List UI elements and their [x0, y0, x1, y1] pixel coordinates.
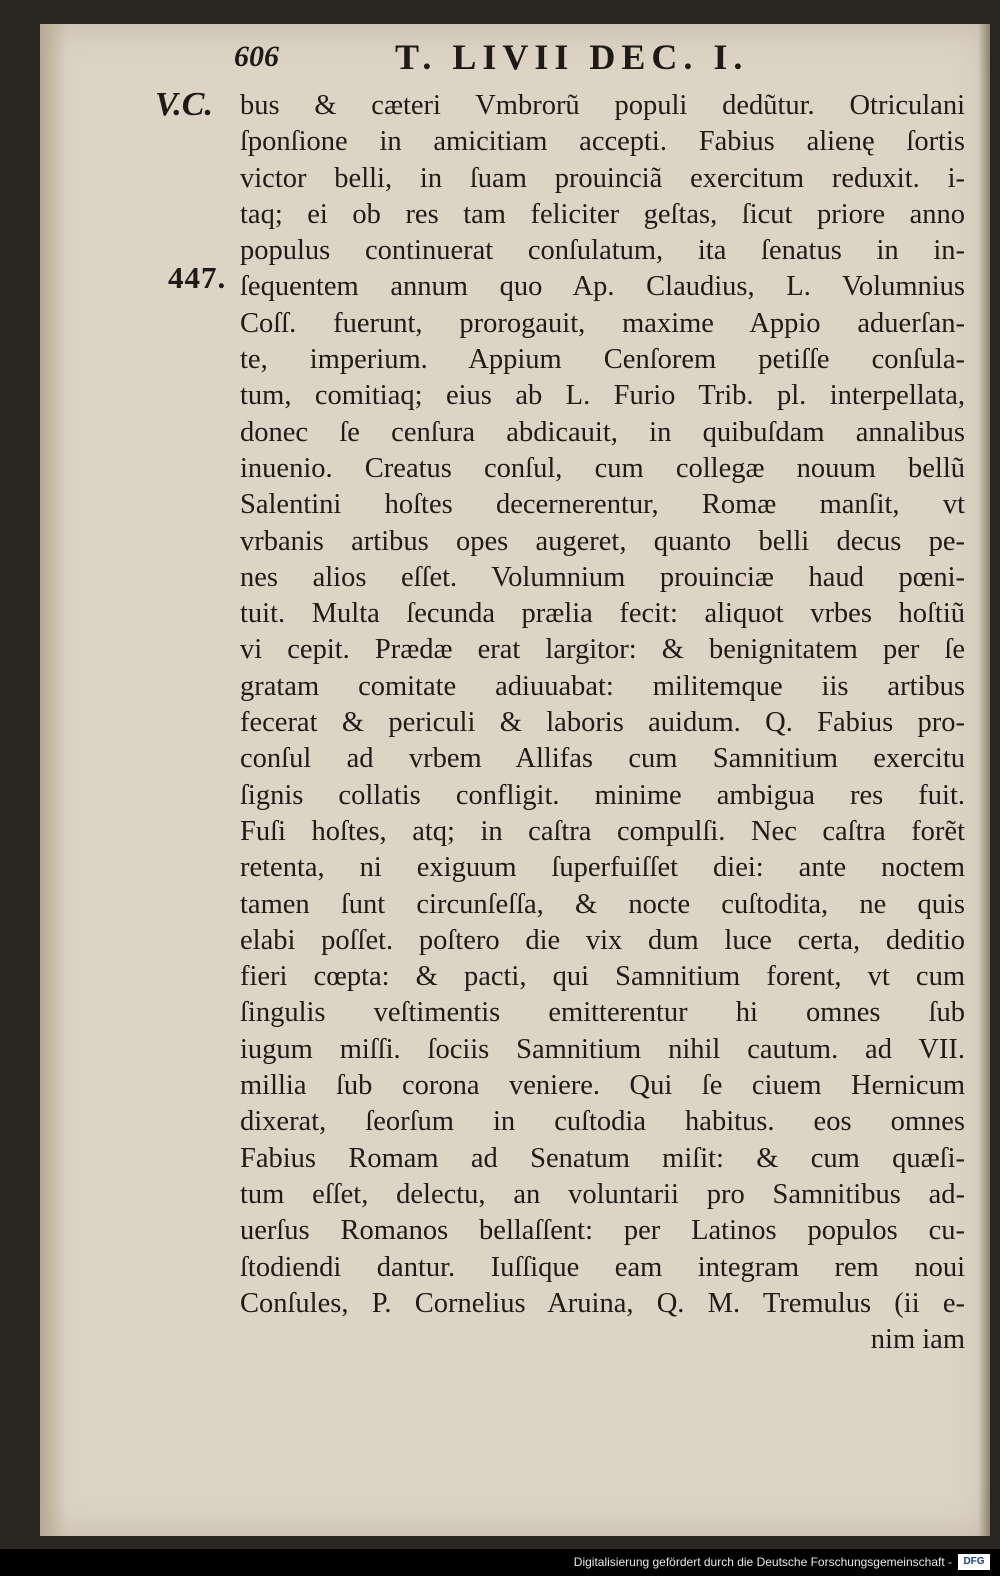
- text-line: donec ſe cenſura abdicauit, in quibuſdam annalibus: [240, 416, 965, 448]
- text-line: tuit. Multa ſecunda prælia fecit: aliquot vrbes hoſtiũ: [240, 598, 965, 630]
- text-line: elabi poſſet. poſtero die vix dum luce certa, deditio: [240, 924, 965, 956]
- text-line: ſignis collatis confligit. minime ambigua res fuit.: [240, 779, 965, 811]
- text-line: ſingulis veſtimentis emitterentur hi omnes ſub: [240, 997, 965, 1029]
- text-line: tamen ſunt circunſeſſa, & nocte cuſtodita, ne quis: [240, 888, 965, 920]
- dfg-logo: DFG: [958, 1554, 990, 1570]
- text-line: conſul ad vrbem Allifas cum Samnitium exercitu: [240, 743, 965, 775]
- footer-bar: [0, 1549, 1000, 1576]
- text-line: bus & cæteri Vmbrorũ populi dedũtur. Otriculani: [240, 90, 965, 121]
- text-line: populus continuerat conſulatum, ita ſenatus in in-: [240, 235, 965, 267]
- text-line: dixerat, ſeorſum in cuſtodia habitus. eos omnes: [240, 1106, 965, 1138]
- text-line: Salentini hoſtes decernerentur, Romæ manſit, vt: [240, 489, 965, 521]
- body-text: [240, 88, 965, 1358]
- margin-note-vc: V.C.: [155, 86, 213, 123]
- text-line: tum, comitiaq; eius ab L. Furio Trib. pl. interpellata,: [240, 380, 965, 412]
- book-page: [40, 24, 990, 1536]
- text-line: tum eſſet, delectu, an voluntarii pro Samnitibus ad-: [240, 1178, 965, 1210]
- text-line: te, imperium. Appium Cenſorem petiſſe conſula-: [240, 344, 965, 376]
- text-line: nes alios eſſet. Volumnium prouinciæ haud pœni-: [240, 561, 965, 593]
- text-line: ſtodiendi dantur. Iuſſique eam integram rem noui: [240, 1251, 965, 1283]
- text-line: gratam comitate adiuuabat: militemque iis artibus: [240, 670, 965, 702]
- text-line: ſponſione in amicitiam accepti. Fabius alienę ſortis: [240, 126, 965, 158]
- text-line: ſequentem annum quo Ap. Claudius, L. Volumnius: [240, 271, 965, 303]
- text-line: uerſus Romanos bellaſſent: per Latinos populos cu-: [240, 1215, 965, 1247]
- page-number: 606: [234, 40, 279, 73]
- text-line: iugum miſſi. ſociis Samnitium nihil cautum. ad VII.: [240, 1033, 965, 1065]
- margin-note-year: 447.: [168, 260, 227, 295]
- text-line: Fabius Romam ad Senatum miſit: & cum quæſi-: [240, 1142, 965, 1174]
- text-line: fecerat & periculi & laboris auidum. Q. Fabius pro-: [240, 707, 965, 739]
- text-line: fieri cœpta: & pacti, qui Samnitium forent, vt cum: [240, 961, 965, 993]
- text-line: Coſſ. fuerunt, prorogauit, maxime Appio aduerſan-: [240, 307, 965, 339]
- text-line: Conſules, P. Cornelius Aruina, Q. M. Tremulus (ii e-: [240, 1287, 965, 1319]
- text-line: retenta, ni exiguum ſuperfuiſſet diei: ante noctem: [240, 852, 965, 884]
- text-line: vi cepit. Prædæ erat largitor: & benignitatem per ſe: [240, 634, 965, 666]
- running-title: T. LIVII DEC. I.: [395, 37, 749, 77]
- text-line: millia ſub corona veniere. Qui ſe ciuem Hernicum: [240, 1070, 965, 1102]
- text-line: nim iam: [870, 1324, 965, 1356]
- text-line: vrbanis artibus opes augeret, quanto belli decus pe-: [240, 525, 965, 557]
- running-head: [40, 36, 990, 86]
- text-line: taq; ei ob res tam feliciter geſtas, ſicut priore anno: [240, 198, 965, 230]
- digitization-credit: Digitalisierung gefördert durch die Deutsche Forschungsgemeinschaft -: [573, 1555, 952, 1569]
- gutter-shadow: [40, 24, 66, 1536]
- text-line: Fuſi hoſtes, atq; in caſtra compulſi. Nec caſtra forẽt: [240, 815, 965, 847]
- text-line: inuenio. Creatus conſul, cum collegæ nouum bellũ: [240, 452, 965, 484]
- text-line: victor belli, in ſuam prouinciã exercitum reduxit. i-: [240, 162, 965, 194]
- page-edge: [978, 24, 990, 1536]
